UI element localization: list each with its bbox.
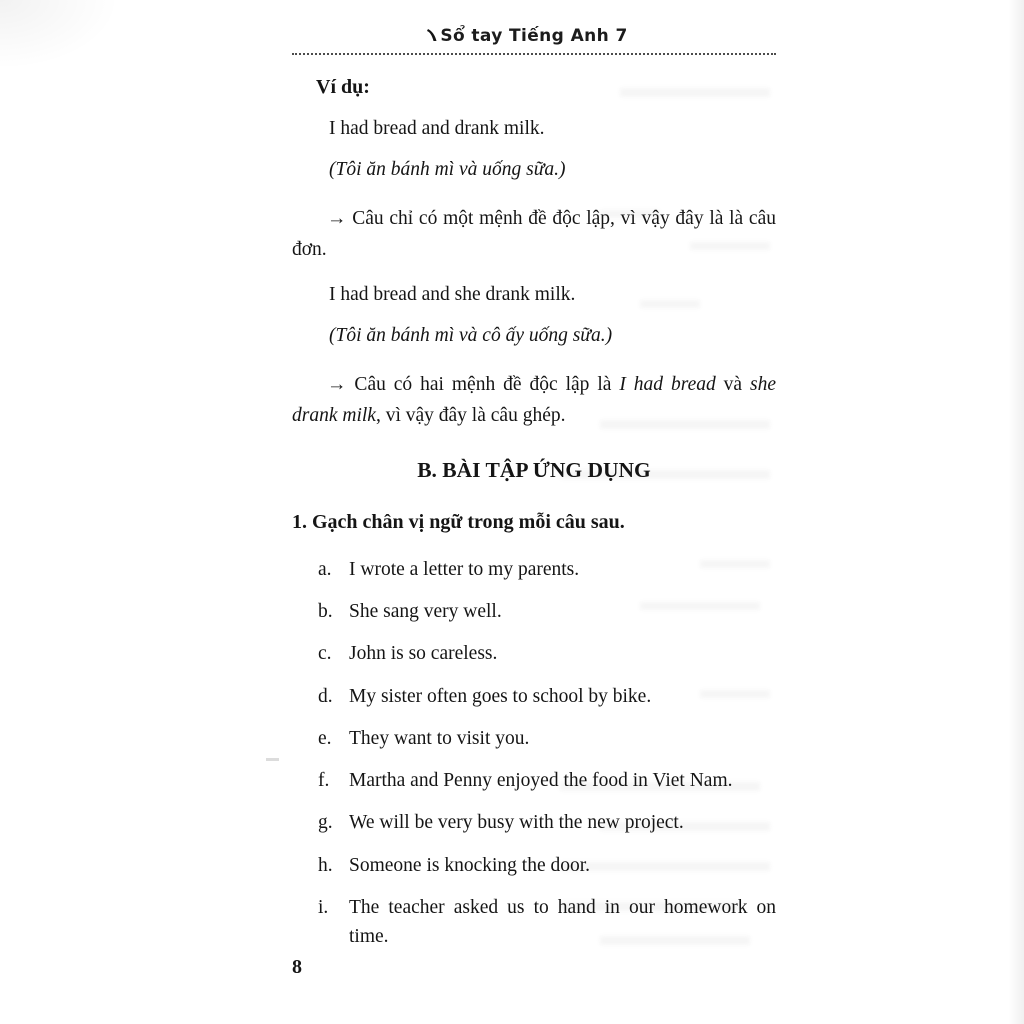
section-heading: B. BÀI TẬP ỨNG DỤNG <box>417 457 651 482</box>
exercise-item-f <box>318 766 776 795</box>
item-text: John is so careless. <box>349 643 498 665</box>
exercise-item-g <box>318 808 776 837</box>
example-translation-1: (Tôi ăn bánh mì và uống sữa.) <box>329 159 566 181</box>
exercise-item-a <box>318 555 776 584</box>
page-content <box>292 26 776 964</box>
item-letter: b. <box>318 601 333 622</box>
note-simple-sentence: → Câu chỉ có một mệnh đề độc lập, vì vậy đây là là câu đơn. <box>292 208 776 260</box>
item-text: My sister often goes to school by bike. <box>349 685 652 707</box>
item-text: The teacher asked us to hand in our homework on time. <box>349 896 776 947</box>
exercise-item-b <box>318 597 776 626</box>
item-letter: h. <box>318 854 333 876</box>
page-header <box>292 26 776 57</box>
book-title: Sổ tay Tiếng Anh 7 <box>440 26 628 46</box>
exercise-item-c <box>318 639 776 668</box>
scan-corner-shadow <box>0 0 120 70</box>
exercise-item-d <box>318 682 776 711</box>
item-letter: f. <box>318 770 330 791</box>
item-letter: e. <box>318 727 332 749</box>
item-text: Martha and Penny enjoyed the food in Viet Nam. <box>349 770 733 791</box>
page-number: 8 <box>292 956 302 978</box>
scan-edge-shadow <box>1008 0 1024 1024</box>
example-label: Ví dụ: <box>316 76 370 98</box>
note-suffix: , vì vậy đây là câu ghép. <box>375 404 566 426</box>
exercise-item-i <box>318 893 776 952</box>
note-compound-sentence <box>292 370 776 430</box>
item-text: We will be very busy with the new project. <box>349 812 684 834</box>
item-letter: a. <box>318 558 332 580</box>
exercise-title: 1. Gạch chân vị ngữ trong mỗi câu sau. <box>292 510 625 533</box>
example-sentence-1: I had bread and drank milk. <box>329 118 545 139</box>
item-text: She sang very well. <box>349 601 502 622</box>
item-letter: c. <box>318 643 332 665</box>
item-letter: g. <box>318 812 333 834</box>
note-italic-clause-1: I had bread <box>619 374 716 396</box>
tick-mark-icon <box>426 27 438 47</box>
exercise-item-e <box>318 724 776 753</box>
item-letter: i. <box>318 896 329 918</box>
item-text: They want to visit you. <box>349 727 530 749</box>
item-text: I wrote a letter to my parents. <box>349 558 580 580</box>
item-text: Someone is knocking the door. <box>349 854 591 876</box>
note-prefix: → Câu có hai mệnh đề độc lập là <box>327 374 620 396</box>
note-middle: và <box>715 374 751 396</box>
note-italic-clause-2: she drank milk <box>292 374 777 426</box>
header-divider <box>292 53 776 55</box>
item-letter: d. <box>318 685 333 707</box>
example-translation-2: (Tôi ăn bánh mì và cô ấy uống sữa.) <box>329 325 613 347</box>
exercise-list <box>292 555 776 952</box>
example-sentence-2: I had bread and she drank milk. <box>329 283 576 305</box>
exercise-item-h <box>318 851 776 880</box>
margin-mark <box>266 758 279 761</box>
